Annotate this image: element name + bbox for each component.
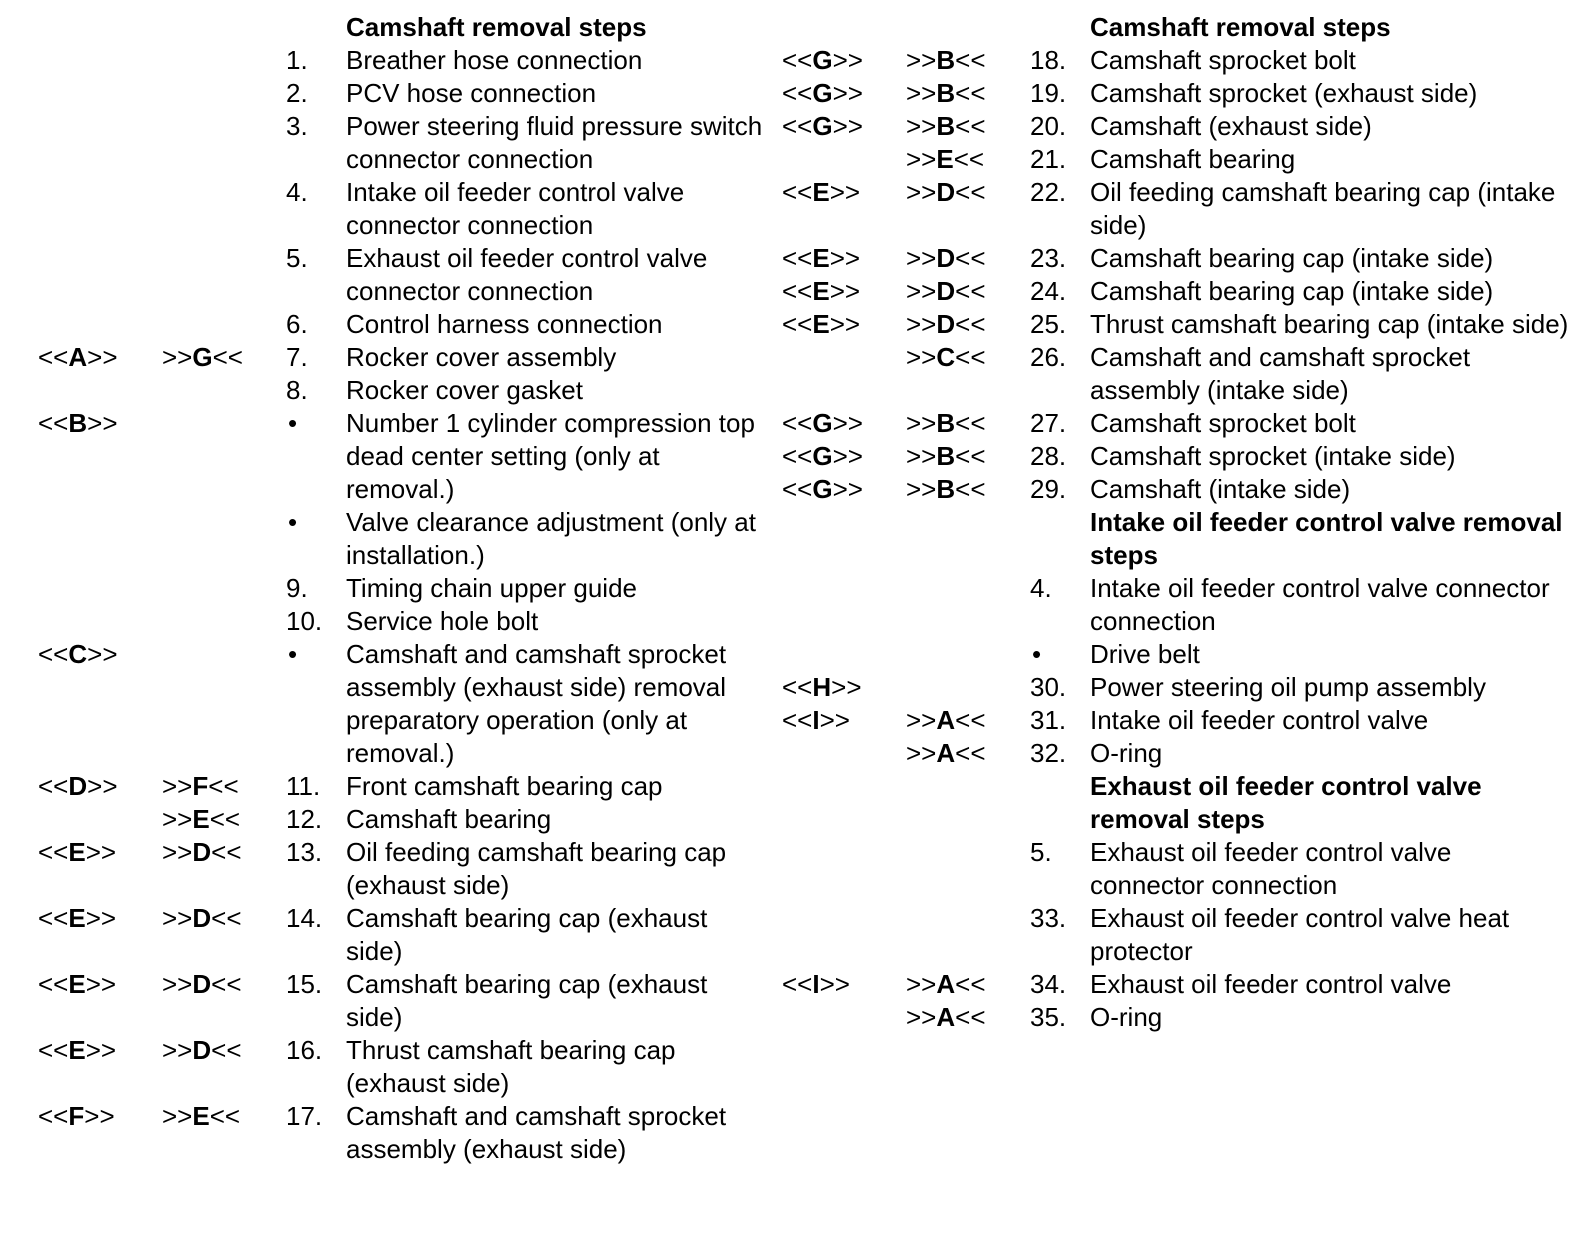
section-heading [38, 11, 768, 44]
step-text: Exhaust oil feeder control valve [1090, 969, 1452, 999]
service-point-letter: B [936, 111, 956, 141]
step-text: O-ring [1090, 738, 1163, 768]
step-row [38, 407, 768, 506]
step-text: Exhaust oil feeder control valve heat protector [1090, 903, 1510, 966]
step-row [782, 341, 1572, 407]
step-number: 34. [1030, 969, 1067, 999]
step-text: Camshaft sprocket bolt [1090, 45, 1356, 75]
step-number: 29. [1030, 474, 1067, 504]
step-text: Camshaft and camshaft sprocket assembly (exhaust side) removal preparatory operation (only at removal.) [346, 639, 727, 768]
removal-service-point: <<I>> [782, 705, 850, 735]
service-point-letter: I [812, 969, 820, 999]
service-point-letter: D [192, 969, 212, 999]
step-row [38, 836, 768, 902]
installation-service-point: >>B<< [906, 45, 986, 75]
service-point-letter: E [812, 276, 830, 306]
service-point-letter: A [936, 1002, 956, 1032]
step-text: Front camshaft bearing cap [346, 771, 663, 801]
step-text: Service hole bolt [346, 606, 539, 636]
step-number: • [288, 408, 298, 438]
section-heading [782, 11, 1572, 44]
step-row [782, 704, 1572, 737]
service-point-letter: D [192, 837, 212, 867]
step-row [38, 638, 768, 770]
removal-service-point: <<G>> [782, 441, 863, 471]
step-number: 10. [286, 606, 323, 636]
step-row [38, 803, 768, 836]
step-number: 14. [286, 903, 323, 933]
installation-service-point: >>D<< [162, 903, 242, 933]
removal-service-point: <<H>> [782, 672, 862, 702]
removal-service-point: <<E>> [38, 1035, 117, 1065]
step-text: Camshaft sprocket (exhaust side) [1090, 78, 1478, 108]
removal-service-point: <<G>> [782, 45, 863, 75]
service-point-letter: E [192, 1101, 210, 1131]
step-text: Breather hose connection [346, 45, 643, 75]
step-number: 18. [1030, 45, 1067, 75]
service-point-letter: E [68, 903, 86, 933]
step-text: Intake oil feeder control valve connector connection [1090, 573, 1550, 636]
step-text: Camshaft sprocket (intake side) [1090, 441, 1456, 471]
service-point-letter: D [936, 243, 956, 273]
step-number: 21. [1030, 144, 1067, 174]
step-number: 24. [1030, 276, 1067, 306]
installation-service-point: >>A<< [906, 969, 986, 999]
removal-service-point: <<E>> [782, 309, 861, 339]
step-number: 1. [286, 45, 308, 75]
step-number: 6. [286, 309, 308, 339]
step-number: 26. [1030, 342, 1067, 372]
removal-service-point: <<G>> [782, 408, 863, 438]
step-number: 8. [286, 375, 308, 405]
step-row [782, 110, 1572, 143]
service-point-letter: F [192, 771, 209, 801]
service-point-letter: D [192, 903, 212, 933]
step-text: Exhaust oil feeder control valve connector connection [346, 243, 708, 306]
installation-service-point: >>D<< [162, 969, 242, 999]
step-row [38, 44, 768, 77]
step-text: Intake oil feeder control valve connector connection [346, 177, 685, 240]
step-text: Exhaust oil feeder control valve removal steps [1090, 771, 1482, 834]
step-number: 5. [1030, 837, 1052, 867]
step-text: Control harness connection [346, 309, 663, 339]
removal-service-point: <<G>> [782, 474, 863, 504]
step-row [38, 242, 768, 308]
installation-service-point: >>A<< [906, 738, 986, 768]
service-point-letter: G [812, 474, 833, 504]
step-row [782, 407, 1572, 440]
step-number: 16. [286, 1035, 323, 1065]
removal-service-point: <<D>> [38, 771, 118, 801]
service-point-letter: B [936, 45, 956, 75]
step-number: 15. [286, 969, 323, 999]
step-row [782, 308, 1572, 341]
service-point-letter: E [68, 837, 86, 867]
step-number: 27. [1030, 408, 1067, 438]
step-row [38, 770, 768, 803]
service-point-letter: B [68, 408, 88, 438]
step-number: 19. [1030, 78, 1067, 108]
step-number: 17. [286, 1101, 323, 1131]
step-row [782, 176, 1572, 242]
removal-service-point: <<G>> [782, 111, 863, 141]
section-heading [782, 506, 1572, 572]
step-text: Camshaft bearing cap (exhaust side) [346, 969, 708, 1032]
service-point-letter: D [936, 177, 956, 207]
step-row [38, 572, 768, 605]
removal-service-point: <<E>> [38, 903, 117, 933]
service-point-letter: C [936, 342, 956, 372]
installation-service-point: >>D<< [906, 243, 986, 273]
service-point-letter: E [812, 177, 830, 207]
step-row [38, 176, 768, 242]
service-point-letter: E [68, 969, 86, 999]
step-row [38, 308, 768, 341]
step-number: 5. [286, 243, 308, 273]
removal-service-point: <<C>> [38, 639, 118, 669]
step-row [38, 506, 768, 572]
step-row [38, 374, 768, 407]
step-text: Camshaft and camshaft sprocket assembly (intake side) [1090, 342, 1471, 405]
service-point-letter: A [936, 738, 956, 768]
step-text: Power steering fluid pressure switch connector connection [346, 111, 763, 174]
removal-service-point: <<E>> [782, 177, 861, 207]
installation-service-point: >>B<< [906, 441, 986, 471]
step-row [782, 242, 1572, 275]
step-number: 30. [1030, 672, 1067, 702]
service-point-letter: G [812, 441, 833, 471]
service-point-letter: B [936, 78, 956, 108]
installation-service-point: >>F<< [162, 771, 239, 801]
step-number: 28. [1030, 441, 1067, 471]
step-number: • [1032, 639, 1042, 669]
service-point-letter: D [936, 309, 956, 339]
step-text: Thrust camshaft bearing cap (intake side) [1090, 309, 1569, 339]
step-row [38, 77, 768, 110]
step-text: Camshaft bearing cap (exhaust side) [346, 903, 708, 966]
removal-service-point: <<E>> [38, 837, 117, 867]
step-text: Camshaft (exhaust side) [1090, 111, 1372, 141]
step-text: Camshaft bearing cap (intake side) [1090, 243, 1494, 273]
step-number: 35. [1030, 1002, 1067, 1032]
step-text: Oil feeding camshaft bearing cap (exhaust side) [346, 837, 727, 900]
step-number: • [288, 639, 298, 669]
step-text: Camshaft (intake side) [1090, 474, 1351, 504]
service-point-letter: B [936, 408, 956, 438]
installation-service-point: >>B<< [906, 408, 986, 438]
step-number: 25. [1030, 309, 1067, 339]
step-number: 11. [286, 771, 321, 801]
service-point-letter: I [812, 705, 820, 735]
step-text: Intake oil feeder control valve removal steps [1090, 507, 1563, 570]
step-text: Timing chain upper guide [346, 573, 637, 603]
step-number: • [288, 507, 298, 537]
step-row [38, 110, 768, 176]
step-row [782, 968, 1572, 1001]
installation-service-point: >>D<< [906, 309, 986, 339]
step-row [782, 275, 1572, 308]
step-number: 9. [286, 573, 308, 603]
right-step-column [782, 11, 1572, 1034]
installation-service-point: >>D<< [906, 276, 986, 306]
step-text: PCV hose connection [346, 78, 597, 108]
service-point-letter: D [192, 1035, 212, 1065]
step-text: Camshaft removal steps [1090, 12, 1391, 42]
service-point-letter: F [68, 1101, 85, 1131]
step-text: Camshaft removal steps [346, 12, 647, 42]
service-point-letter: H [812, 672, 832, 702]
step-text: Drive belt [1090, 639, 1200, 669]
step-number: 7. [286, 342, 308, 372]
step-row [782, 77, 1572, 110]
service-point-letter: G [812, 408, 833, 438]
step-number: 13. [286, 837, 323, 867]
step-text: Oil feeding camshaft bearing cap (intake side) [1090, 177, 1556, 240]
step-text: Valve clearance adjustment (only at installation.) [346, 507, 756, 570]
service-point-letter: A [936, 705, 956, 735]
installation-service-point: >>C<< [906, 342, 986, 372]
step-text: Power steering oil pump assembly [1090, 672, 1486, 702]
step-number: 2. [286, 78, 308, 108]
removal-service-point: <<I>> [782, 969, 850, 999]
step-row [782, 836, 1572, 902]
service-point-letter: E [192, 804, 210, 834]
step-row [38, 902, 768, 968]
step-row [782, 902, 1572, 968]
step-number: 12. [286, 804, 323, 834]
installation-service-point: >>G<< [162, 342, 243, 372]
service-point-letter: B [936, 474, 956, 504]
service-point-letter: E [936, 144, 954, 174]
step-row [782, 638, 1572, 671]
step-row [782, 572, 1572, 638]
step-text: Camshaft bearing [1090, 144, 1296, 174]
installation-service-point: >>E<< [162, 804, 241, 834]
service-point-letter: A [936, 969, 956, 999]
step-number: 20. [1030, 111, 1067, 141]
removal-service-point: <<B>> [38, 408, 118, 438]
section-heading [782, 770, 1572, 836]
left-step-column [38, 11, 768, 1166]
step-text: Camshaft bearing cap (intake side) [1090, 276, 1494, 306]
step-number: 31. [1030, 705, 1067, 735]
service-point-letter: C [68, 639, 88, 669]
step-row [38, 341, 768, 374]
installation-service-point: >>A<< [906, 705, 986, 735]
step-row [38, 1034, 768, 1100]
step-text: Camshaft bearing [346, 804, 552, 834]
step-number: 23. [1030, 243, 1067, 273]
removal-service-point: <<E>> [782, 276, 861, 306]
installation-service-point: >>E<< [162, 1101, 241, 1131]
step-text: Thrust camshaft bearing cap (exhaust side) [346, 1035, 676, 1098]
service-point-letter: G [192, 342, 213, 372]
removal-service-point: <<E>> [782, 243, 861, 273]
step-row [782, 1001, 1572, 1034]
step-number: 4. [286, 177, 308, 207]
step-number: 3. [286, 111, 308, 141]
service-point-letter: G [812, 111, 833, 141]
step-number: 32. [1030, 738, 1067, 768]
step-text: Camshaft sprocket bolt [1090, 408, 1356, 438]
service-point-letter: G [812, 78, 833, 108]
step-row [782, 737, 1572, 770]
installation-service-point: >>D<< [906, 177, 986, 207]
installation-service-point: >>B<< [906, 78, 986, 108]
installation-service-point: >>D<< [162, 837, 242, 867]
service-point-letter: D [68, 771, 88, 801]
installation-service-point: >>B<< [906, 111, 986, 141]
service-point-letter: E [812, 309, 830, 339]
step-row [38, 605, 768, 638]
service-point-letter: D [936, 276, 956, 306]
service-point-letter: E [812, 243, 830, 273]
service-point-letter: G [812, 45, 833, 75]
service-point-letter: B [936, 441, 956, 471]
step-text: Camshaft and camshaft sprocket assembly (exhaust side) [346, 1101, 727, 1164]
step-row [38, 1100, 768, 1166]
step-text: Exhaust oil feeder control valve connector connection [1090, 837, 1452, 900]
step-row [782, 473, 1572, 506]
removal-service-point: <<E>> [38, 969, 117, 999]
removal-service-point: <<G>> [782, 78, 863, 108]
installation-service-point: >>E<< [906, 144, 985, 174]
step-number: 33. [1030, 903, 1067, 933]
step-number: 4. [1030, 573, 1052, 603]
service-point-letter: E [68, 1035, 86, 1065]
step-text: O-ring [1090, 1002, 1163, 1032]
step-text: Rocker cover gasket [346, 375, 583, 405]
step-text: Rocker cover assembly [346, 342, 617, 372]
removal-service-point: <<A>> [38, 342, 118, 372]
step-row [782, 44, 1572, 77]
removal-service-point: <<F>> [38, 1101, 115, 1131]
step-text: Intake oil feeder control valve [1090, 705, 1429, 735]
step-row [782, 143, 1572, 176]
installation-service-point: >>A<< [906, 1002, 986, 1032]
service-point-letter: A [68, 342, 88, 372]
step-number: 22. [1030, 177, 1067, 207]
installation-service-point: >>D<< [162, 1035, 242, 1065]
step-text: Number 1 cylinder compression top dead center setting (only at removal.) [346, 408, 755, 504]
step-row [782, 671, 1572, 704]
installation-service-point: >>B<< [906, 474, 986, 504]
step-row [782, 440, 1572, 473]
step-row [38, 968, 768, 1034]
